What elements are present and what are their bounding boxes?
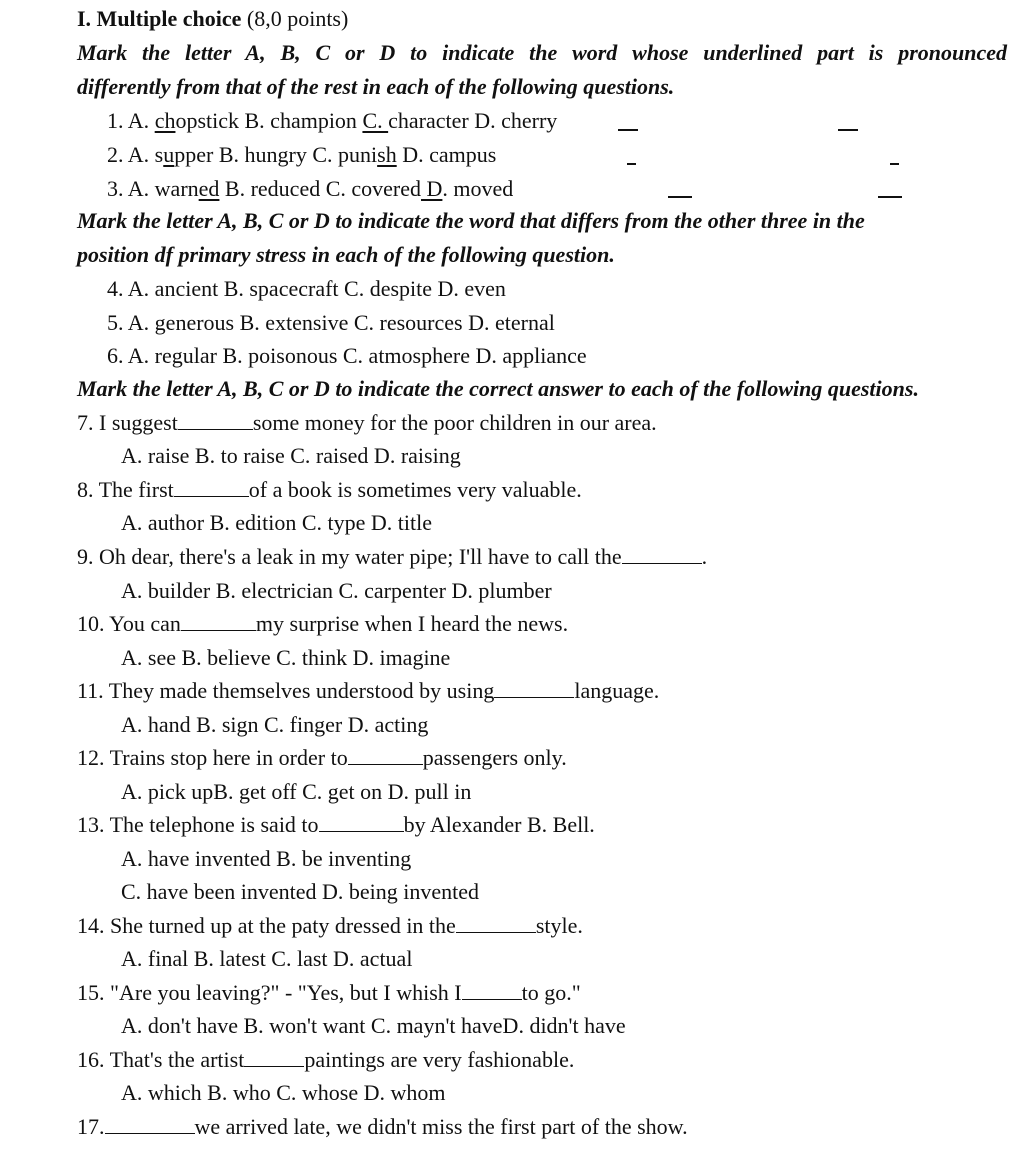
instruction-pronunciation-line1: Mark the letter A, B, C or D to indicate the word whose underlined part is pronounced [77, 40, 1007, 65]
q15-stem: 15. "Are you leaving?" - "Yes, but I whish I [77, 980, 462, 1005]
answer-blank[interactable] [181, 629, 256, 631]
q16-stem-end: paintings are very fashionable. [304, 1047, 575, 1072]
q8-stem-end: of a book is sometimes very valuable. [248, 477, 582, 502]
q2-text-b: pper B. hungry C. puni [174, 142, 378, 167]
answer-blank[interactable] [348, 763, 423, 765]
question-9 [77, 542, 707, 572]
question-16-options: A. which B. who C. whose D. whom [121, 1080, 446, 1105]
question-11-options: A. hand B. sign C. finger D. acting [121, 712, 429, 737]
q11-stem: 11. They made themselves understood by using [77, 678, 495, 703]
q12-stem: 12. Trains stop here in order to [77, 745, 348, 770]
q3-underlined-b: D [421, 176, 443, 201]
q1-underlined-b: C. [362, 108, 389, 133]
q2-text-c: D. campus [396, 142, 497, 167]
q13-stem: 13. The telephone is said to [77, 812, 319, 837]
question-13 [77, 810, 595, 840]
instruction-correct-answer: Mark the letter A, B, C or D to indicate the correct answer to each of the following questions. [77, 376, 919, 401]
question-17 [77, 1112, 688, 1142]
answer-blank[interactable] [494, 696, 574, 698]
q9-stem: 9. Oh dear, there's a leak in my water pipe; I'll have to call the [77, 544, 622, 569]
question-10-options: A. see B. believe C. think D. imagine [121, 645, 451, 670]
q3-text-a: 3. A. warn [107, 176, 199, 201]
question-3 [107, 174, 513, 204]
question-8 [77, 475, 582, 505]
answer-blank[interactable] [622, 562, 702, 564]
question-7-options: A. raise B. to raise C. raised D. raising [121, 443, 461, 468]
q9-stem-end: . [701, 544, 708, 569]
question-4: 4. A. ancient B. spacecraft C. despite D. even [107, 276, 506, 301]
answer-blank[interactable] [456, 931, 536, 933]
answer-mark [838, 129, 858, 131]
q10-stem: 10. You can [77, 611, 181, 636]
q8-stem: 8. The first [77, 477, 174, 502]
answer-mark [618, 129, 638, 131]
question-16 [77, 1045, 574, 1075]
question-11 [77, 676, 659, 706]
answer-mark [878, 196, 902, 198]
q3-text-b: B. reduced C. covered [219, 176, 422, 201]
q11-stem-end: language. [574, 678, 660, 703]
question-15 [77, 978, 581, 1008]
q17-stem-end: we arrived late, we didn't miss the first part of the show. [194, 1114, 688, 1139]
q1-text-c: character D. cherry [388, 108, 558, 133]
instruction-stress-line2: position df primary stress in each of the following question. [77, 242, 615, 267]
q17-stem: 17. [77, 1114, 105, 1139]
question-14-options: A. final B. latest C. last D. actual [121, 946, 413, 971]
question-7 [77, 408, 657, 438]
question-10 [77, 609, 568, 639]
question-6: 6. A. regular B. poisonous C. atmosphere D. appliance [107, 343, 587, 368]
answer-blank[interactable] [244, 1065, 304, 1067]
q16-stem: 16. That's the artist [77, 1047, 245, 1072]
q7-stem-end: some money for the poor children in our area. [252, 410, 657, 435]
question-2 [107, 140, 496, 170]
q1-text-a: 1. A. [107, 108, 155, 133]
answer-blank[interactable] [319, 830, 404, 832]
section-points: (8,0 points) [241, 6, 349, 31]
instruction-pronunciation-line2: differently from that of the rest in each of the following questions. [77, 74, 675, 99]
section-title: I. Multiple choice [77, 6, 242, 31]
question-13-options-row2: C. have been invented D. being invented [121, 879, 480, 904]
answer-blank[interactable] [174, 495, 249, 497]
q14-stem: 14. She turned up at the paty dressed in the [77, 913, 456, 938]
section-heading [77, 4, 348, 34]
q14-stem-end: style. [535, 913, 583, 938]
question-15-options: A. don't have B. won't want C. mayn't haveD. didn't have [121, 1013, 626, 1038]
question-8-options: A. author B. edition C. type D. title [121, 510, 433, 535]
q2-text-a: 2. A. s [107, 142, 164, 167]
question-1 [107, 106, 557, 136]
question-5: 5. A. generous B. extensive C. resources D. eternal [107, 310, 555, 335]
q12-stem-end: passengers only. [422, 745, 567, 770]
question-13-options-row1: A. have invented B. be inventing [121, 846, 412, 871]
question-12 [77, 743, 567, 773]
answer-blank[interactable] [178, 428, 253, 430]
answer-mark [627, 163, 636, 165]
q13-stem-end: by Alexander B. Bell. [403, 812, 595, 837]
q2-underlined-b: sh [377, 142, 397, 167]
q3-underlined-a: ed [198, 176, 220, 201]
answer-blank[interactable] [462, 998, 522, 1000]
q1-underlined-a: ch [154, 108, 176, 133]
answer-blank[interactable] [105, 1132, 195, 1134]
answer-mark [668, 196, 692, 198]
q3-text-c: . moved [442, 176, 514, 201]
q10-stem-end: my surprise when I heard the news. [255, 611, 569, 636]
instruction-stress-line1: Mark the letter A, B, C or D to indicate the word that differs from the other three in the [77, 208, 865, 233]
q1-text-b: opstick B. champion [175, 108, 363, 133]
question-9-options: A. builder B. electrician C. carpenter D. plumber [121, 578, 552, 603]
q7-stem: 7. I suggest [77, 410, 178, 435]
q15-stem-end: to go." [521, 980, 581, 1005]
q2-underlined-a: u [163, 142, 175, 167]
question-12-options: A. pick upB. get off C. get on D. pull in [121, 779, 472, 804]
question-14 [77, 911, 583, 941]
answer-mark [890, 163, 899, 165]
